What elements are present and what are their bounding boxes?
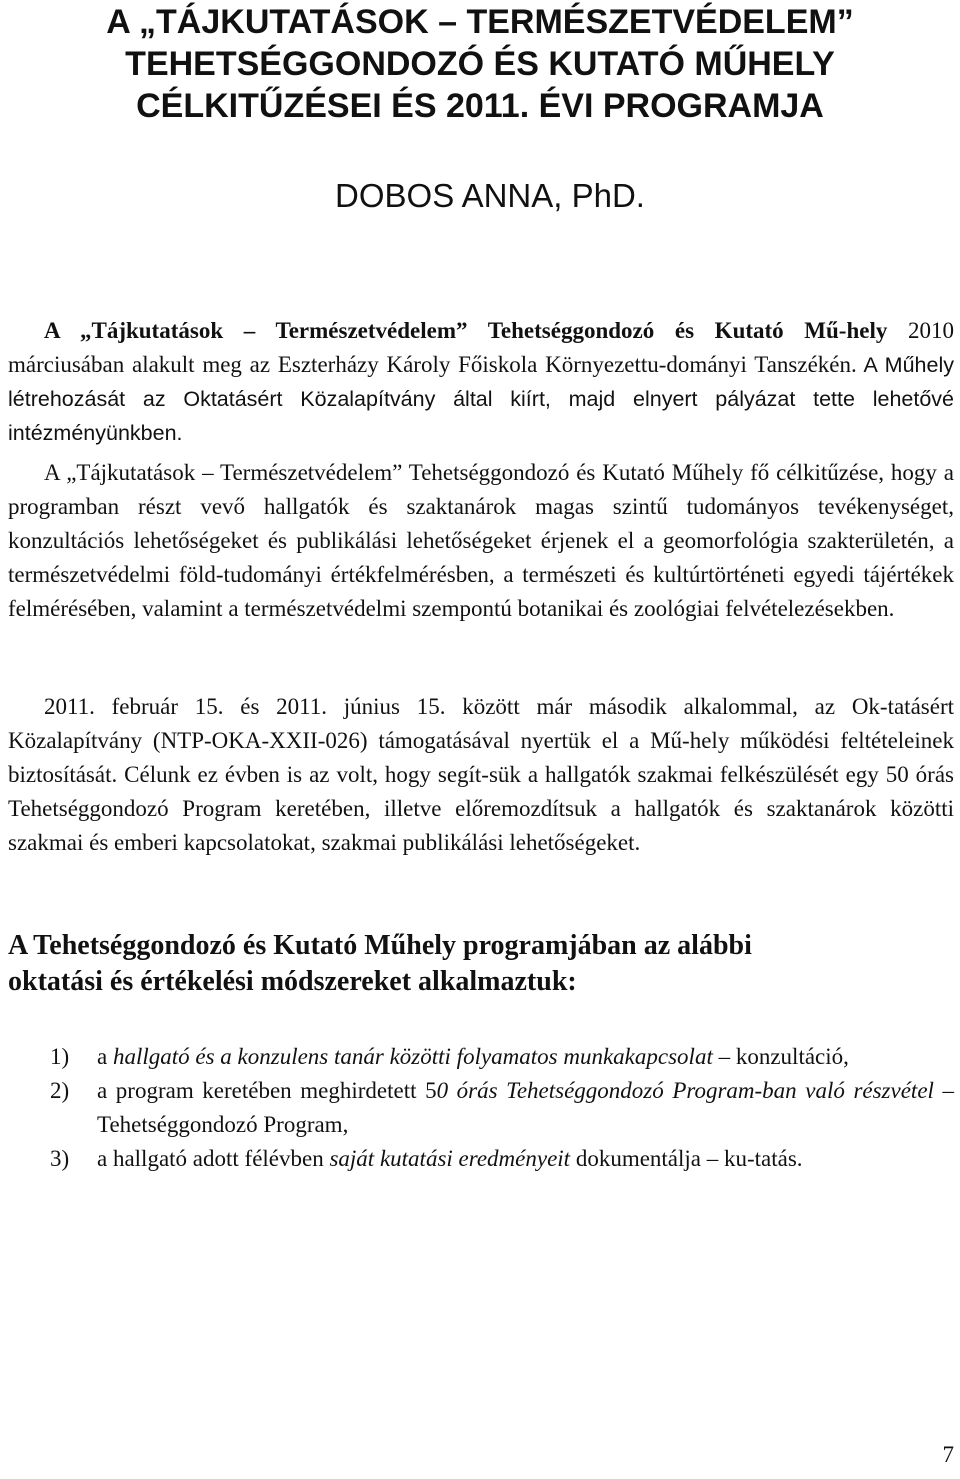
list-item-italic: saját kutatási eredményeit xyxy=(329,1146,571,1171)
list-item-text: a hallgató adott félévben xyxy=(97,1146,330,1171)
goals-paragraph: A „Tájkutatások – Természetvédelem” Tehetséggondozó és Kutató Műhely fő célkitűzése, hogy a programban részt vevő hallgatók és szaktanárok magas szintű tudományos tevékenységet, konzultációs lehetőségeket és publikálási lehetőségeket érjenek el a geomorfológia szakterületén, a természetvédelmi föld-tudományi értékfelmérésben, a természeti és kultúrtörténeti egyedi tájértékek felmérésében, valamint a természetvédelmi szempontú botanikai és zoológiai felvételezésekben. xyxy=(8,460,954,621)
list-item-number: 2) xyxy=(50,1078,70,1103)
intro-sans-text: A Műhely létrehozását az Oktatásért Közalapítvány által kiírt, majd elnyert pályázat tette lehetővé intézményünkben. xyxy=(8,353,954,445)
list-item xyxy=(0,1040,960,1074)
list-item-text: dokumentálja – ku-tatás. xyxy=(570,1146,803,1171)
page-number: 7 xyxy=(942,1442,954,1467)
list-item-text: – Tehetséggondozó Program, xyxy=(97,1078,955,1137)
list-item xyxy=(0,1142,960,1176)
title-line-1: A „TÁJKUTATÁSOK – TERMÉSZETVÉDELEM” xyxy=(106,3,854,41)
list-item-italic: 0 órás Tehetséggondozó Program-ban való részvétel xyxy=(436,1078,934,1103)
list-item xyxy=(0,1074,960,1142)
list-item-italic: hallgató és a konzulens tanár közötti folyamatos munkakapcsolat xyxy=(112,1044,713,1069)
methods-heading-line-1: A Tehetséggondozó és Kutató Műhely programjában az alábbi xyxy=(8,930,752,961)
list-item-text: – konzultáció, xyxy=(712,1044,849,1069)
methods-heading-line-2: oktatási és értékelési módszereket alkalmaztuk: xyxy=(8,966,577,997)
methods-heading xyxy=(8,928,954,1000)
list-item-number: 3) xyxy=(50,1146,70,1171)
document-title xyxy=(0,0,960,127)
title-line-3: CÉLKITŰZÉSEI ÉS 2011. ÉVI PROGRAMJA xyxy=(136,87,824,125)
intro-paragraph xyxy=(8,314,954,450)
author-name: DOBOS ANNA, PhD. xyxy=(335,177,645,214)
list-item-text: a program keretében meghirdetett 5 xyxy=(97,1078,437,1103)
intro-serif-text: 2010 márciusában alakult meg az Eszterházy Károly Főiskola Környezettu-dományi Tanszékén. xyxy=(8,318,955,377)
title-line-2: TEHETSÉGGONDOZÓ ÉS KUTATÓ MŰHELY xyxy=(125,45,835,83)
list-item-number: 1) xyxy=(50,1044,70,1069)
list-item-text: a xyxy=(97,1044,113,1069)
methods-list xyxy=(0,1040,960,1176)
intro-lead-text: A „Tájkutatások – Természetvédelem” Tehetséggondozó és Kutató Mű-hely xyxy=(44,318,888,343)
funding-paragraph: 2011. február 15. és 2011. június 15. között már második alkalommal, az Ok-tatásért Közalapítvány (NTP-OKA-XXII-026) támogatásával nyertük el a Mű-hely működési feltételeinek biztosítását. Célunk ez évben is az volt, hogy segít-sük a hallgatók szakmai felkészülését egy 50 órás Tehetséggondozó Program keretében, illetve előremozdítsuk a hallgatók és szaktanárok közötti szakmai és emberi kapcsolatokat, szakmai publikálási lehetőségeket. xyxy=(8,694,954,855)
